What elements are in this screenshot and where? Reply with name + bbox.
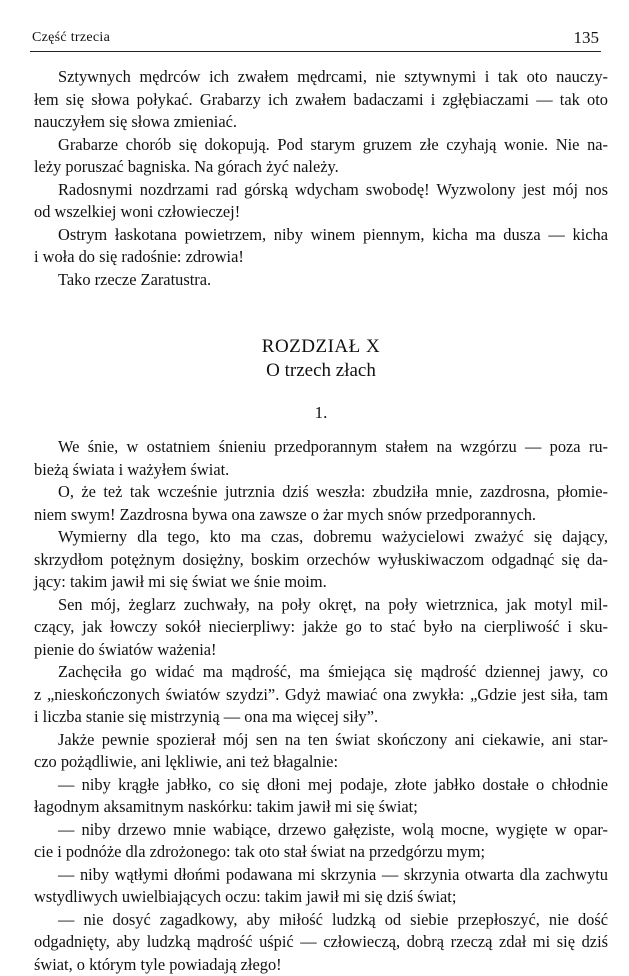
text-line: łagodnym aksamitnym naskórku: takim jawił mi się świat;	[34, 796, 608, 819]
text-line: odgadnięty, aby ludzką mądrość uśpić — człowieczą, dobrą rzeczą zdał mi się dziś	[34, 931, 608, 954]
chapter-number: ROZDZIAŁ X	[34, 335, 608, 359]
text-line: i liczba stanie się mistrzynią — ona ma więcej siły”.	[34, 706, 608, 729]
text-line: niem swym! Zazdrosna bywa ona zawsze o żar mych snów przedporannych.	[34, 504, 608, 527]
text-line: od wszelkiej woni człowieczej!	[34, 201, 608, 224]
text-line: Sztywnych mędrców ich zwałem mędrcami, nie sztywnymi i tak oto nauczy-	[34, 66, 608, 89]
text-line: Grabarze chorób się dokopują. Pod starym gruzem złe czyhają wonie. Nie na-	[34, 134, 608, 157]
text-line: We śnie, w ostatniem śnieniu przedporannym stałem na wzgórzu — poza ru-	[34, 436, 608, 459]
text-line: jący: takim jawił mi się świat we śnie moim.	[34, 571, 608, 594]
text-line: leży poruszać bagniska. Na górach żyć należy.	[34, 156, 608, 179]
page-number: 135	[574, 28, 600, 48]
text-line: wstydliwych uwielbiających oczu: takim jawił mi się dziś świat;	[34, 886, 608, 909]
text-line: pienie do światów ważenia!	[34, 639, 608, 662]
text-line: z „nieskończonych światów szydzi”. Gdyż mawiać ona zwykła: „Gdzie jest siła, tam	[34, 684, 608, 707]
text-line: — niby drzewo mnie wabiące, drzewo gałęziste, wolą mocne, wygięte w opar-	[34, 819, 608, 842]
text-line: nauczyłem się słowa zmieniać.	[34, 111, 608, 134]
text-line: świat, o którym tyle powiadają złego!	[34, 954, 608, 976]
text-line: — nie dosyć zagadkowy, aby miłość ludzką od siebie przepłoszyć, nie dość	[34, 909, 608, 932]
text-line: Ostrym łaskotana powietrzem, niby winem piennym, kicha ma dusza — kicha	[34, 224, 608, 247]
running-header	[32, 28, 599, 48]
chapter-title: O trzech złach	[34, 359, 608, 383]
intro-text	[34, 66, 608, 291]
text-line: — niby wątłymi dłońmi podawana mi skrzynia — skrzynia otwarta dla zachwytu	[34, 864, 608, 887]
text-line: Wymierny dla tego, kto ma czas, dobremu ważycielowi zważyć się dający,	[34, 526, 608, 549]
header-section-title: Część trzecia	[32, 30, 110, 46]
section-number: 1.	[34, 402, 608, 424]
text-line: łem się słowa połykać. Grabarzy ich zwałem badaczami i zgłębiaczami — tak oto	[34, 89, 608, 112]
text-line: Jakże pewnie spozierał mój sen na ten świat skończony ani ciekawie, ani star-	[34, 729, 608, 752]
text-line: Sen mój, żeglarz zuchwały, na poły okręt, na poły wietrznica, jak motyl mil-	[34, 594, 608, 617]
text-line: O, że też tak wcześnie jutrznia dziś weszła: zbudziła mnie, zazdrosna, płomie-	[34, 481, 608, 504]
text-line: cie i podnóże dla zdrożonego: tak oto stał świat na przedgórzu mym;	[34, 841, 608, 864]
chapter-text	[34, 436, 608, 976]
text-line: — niby krągłe jabłko, co się dłoni mej podaje, złote jabłko dostałe o chłodnie	[34, 774, 608, 797]
text-line: czo pożądliwie, ani lękliwie, ani też błagalnie:	[34, 751, 608, 774]
header-rule	[30, 51, 601, 52]
text-line: czący, jak łowczy sokół niecierpliwy: jakże go to stać było na cierpliwość i sku-	[34, 616, 608, 639]
text-line: skrzydłom potężnym dosiężny, boskim orzechów wyłuskiwaczom odgadnąć się da-	[34, 549, 608, 572]
text-line: Tako rzecze Zaratustra.	[34, 269, 608, 292]
text-line: Zachęciła go widać ma mądrość, ma śmiejąca się mądrość dziennej jawy, co	[34, 661, 608, 684]
page-body	[34, 66, 608, 976]
text-line: i woła do się radośnie: zdrowia!	[34, 246, 608, 269]
text-line: bieżą świata i ważyłem świat.	[34, 459, 608, 482]
text-line: Radosnymi nozdrzami rad górską wdycham swobodę! Wyzwolony jest mój nos	[34, 179, 608, 202]
